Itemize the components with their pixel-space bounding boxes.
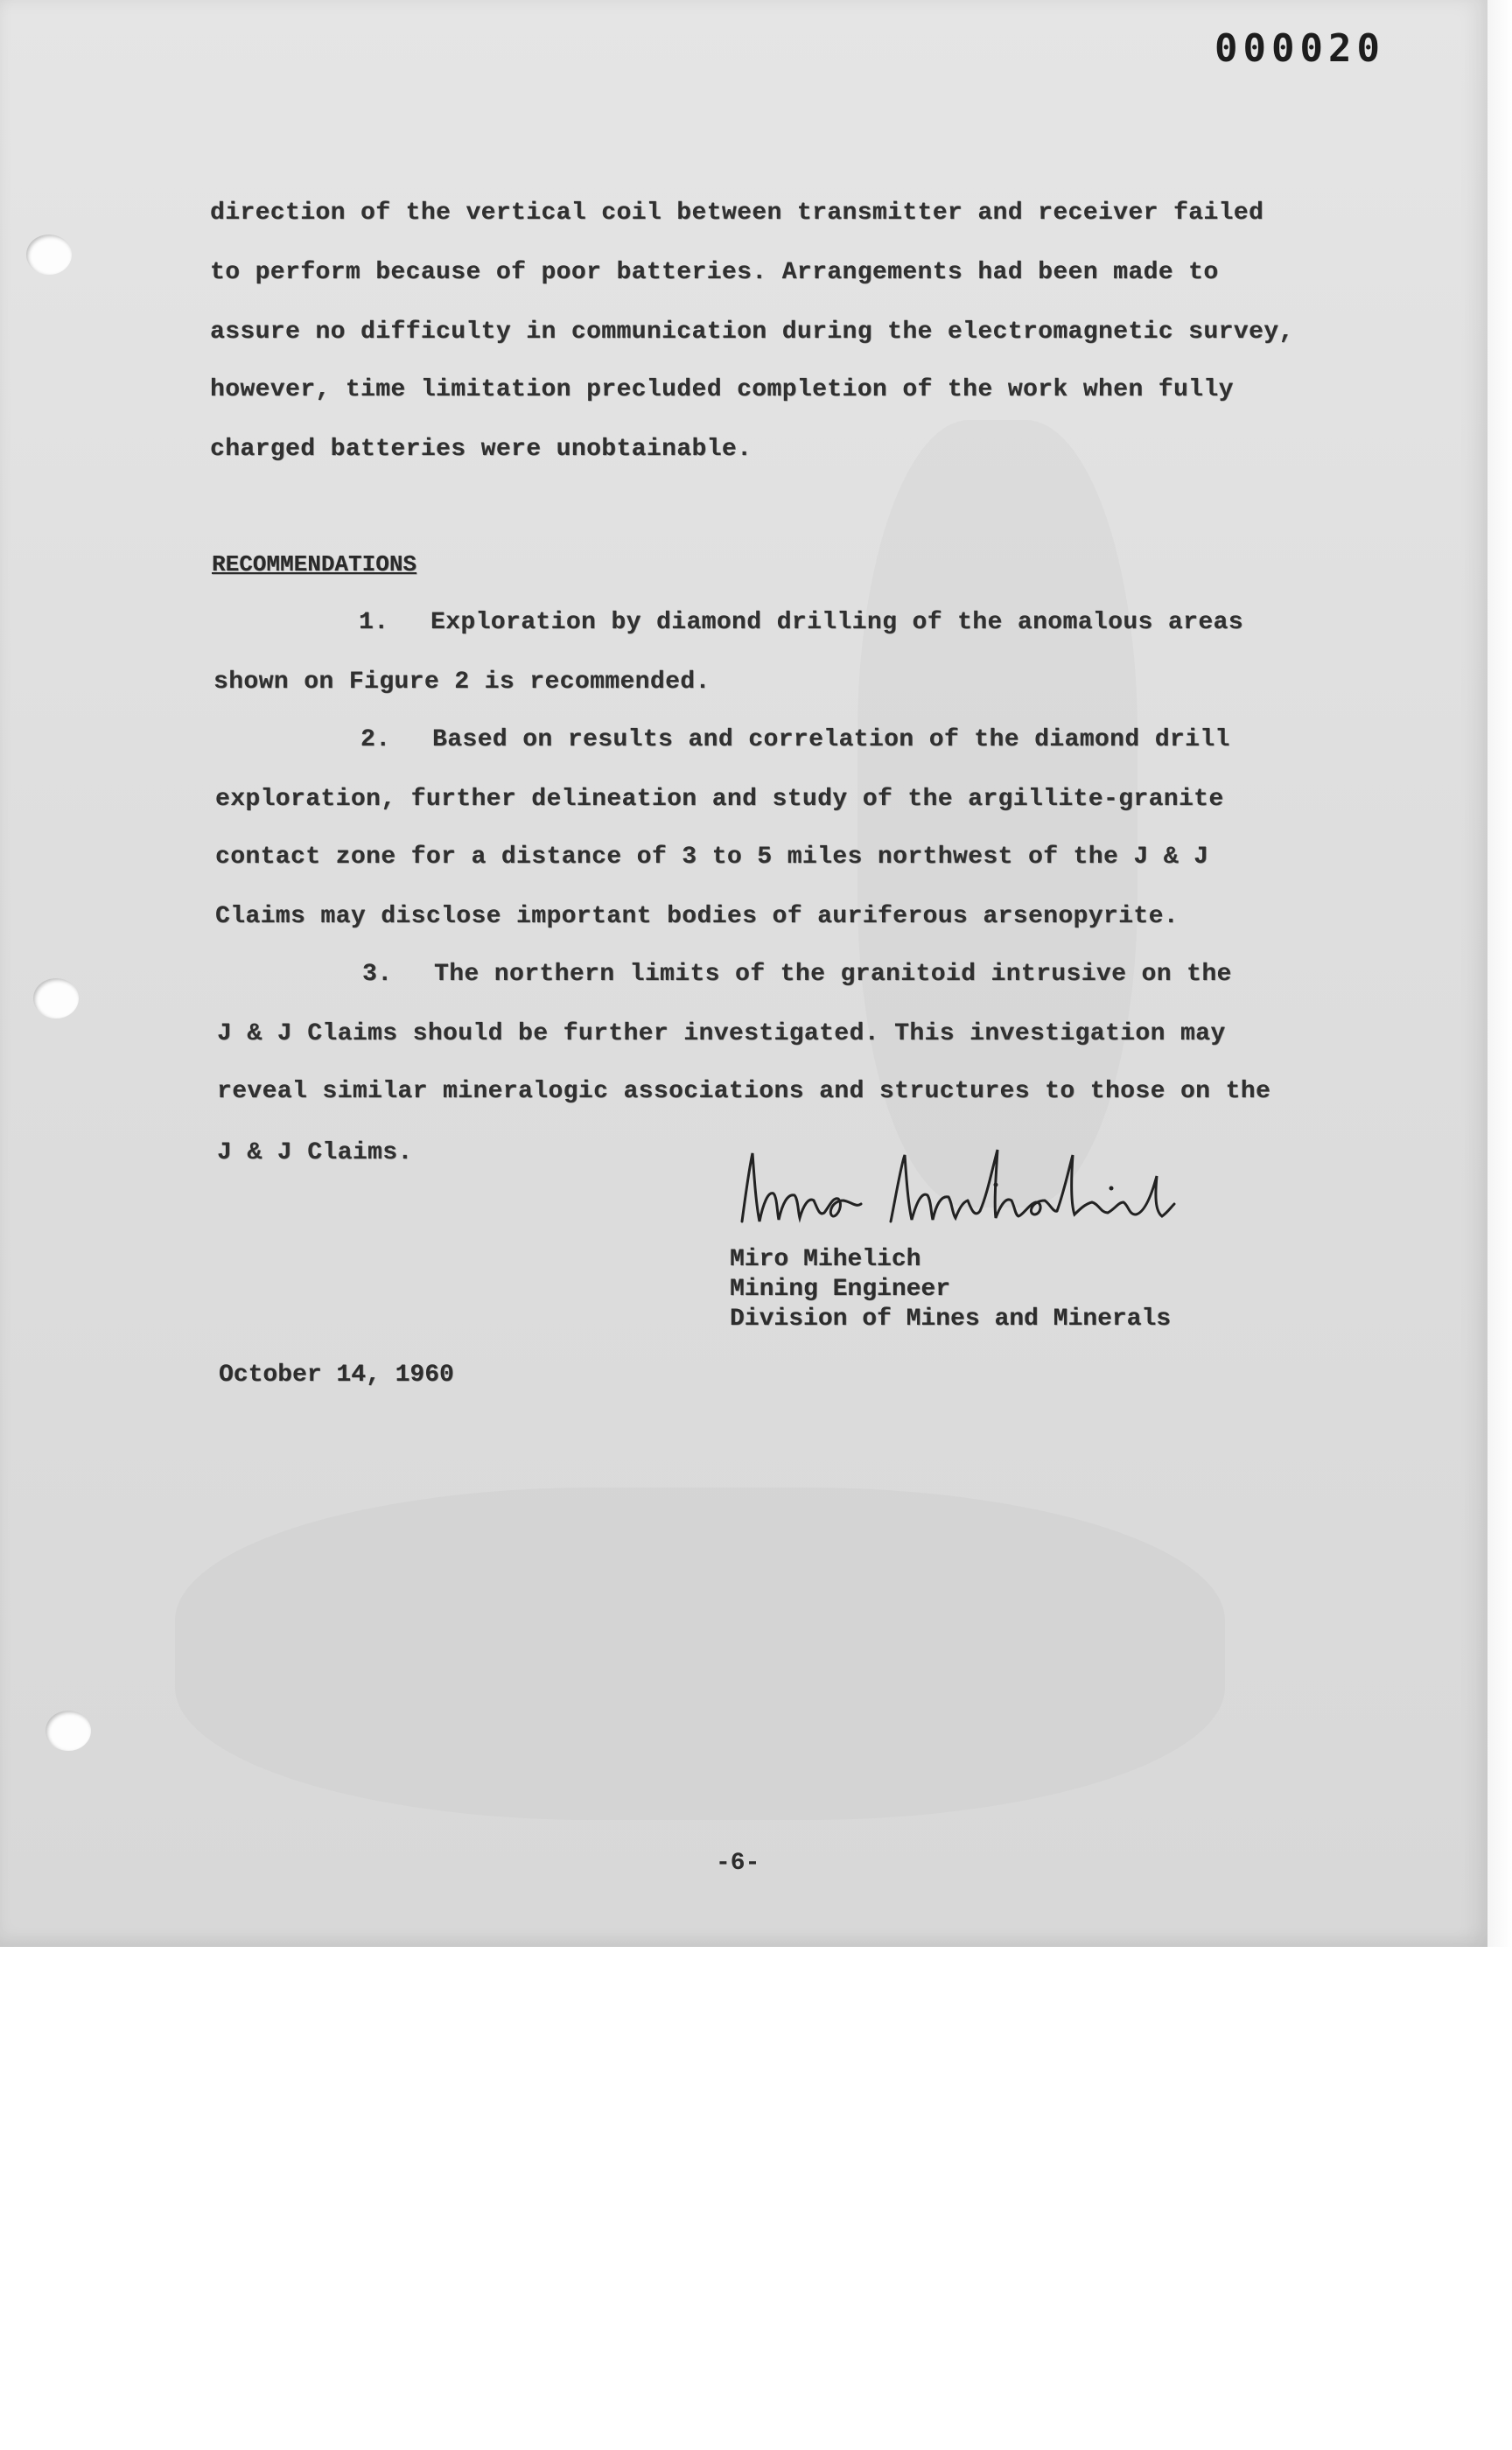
text-line: contact zone for a distance of 3 to 5 miles northwest of the J & J	[215, 844, 1209, 871]
item-number: 3.	[362, 961, 393, 988]
text-line: direction of the vertical coil between transmitter and receiver failed	[210, 200, 1264, 227]
binder-hole	[46, 1711, 91, 1751]
item-number: 2.	[360, 726, 391, 753]
page-number: -6-	[716, 1850, 760, 1877]
text-line: J & J Claims.	[217, 1139, 413, 1166]
document-date: October 14, 1960	[219, 1362, 454, 1389]
scan-smudge	[175, 1488, 1225, 1820]
text-line: The northern limits of the granitoid intrusive on the	[434, 961, 1232, 988]
recommendations-heading: RECOMMENDATIONS	[212, 551, 417, 578]
page-edge	[1488, 0, 1512, 1947]
text-line: charged batteries were unobtainable.	[210, 436, 752, 463]
binder-hole	[26, 234, 72, 275]
text-line: Claims may disclose important bodies of auriferous arsenopyrite.	[215, 903, 1179, 930]
signer-organization: Division of Mines and Minerals	[730, 1306, 1172, 1333]
document-number: 000020	[1214, 26, 1385, 71]
text-line: to perform because of poor batteries. Arrangements had been made to	[210, 259, 1219, 286]
text-line: shown on Figure 2 is recommended.	[214, 668, 710, 696]
item-number: 1.	[359, 609, 389, 636]
binder-hole	[33, 978, 79, 1018]
text-line: J & J Claims should be further investigated. This investigation may	[217, 1020, 1226, 1047]
handwritten-signature	[733, 1143, 1180, 1239]
text-line: Exploration by diamond drilling of the anomalous areas	[430, 609, 1243, 636]
text-line: exploration, further delineation and study of the argillite-granite	[215, 786, 1224, 813]
text-line: Based on results and correlation of the diamond drill	[432, 726, 1230, 753]
signer-name: Miro Mihelich	[730, 1246, 921, 1273]
text-line: assure no difficulty in communication during the electromagnetic survey,	[210, 318, 1294, 346]
signer-title: Mining Engineer	[730, 1276, 951, 1303]
text-line: however, time limitation precluded completion of the work when fully	[210, 376, 1234, 403]
text-line: reveal similar mineralogic associations and structures to those on the	[217, 1078, 1271, 1105]
